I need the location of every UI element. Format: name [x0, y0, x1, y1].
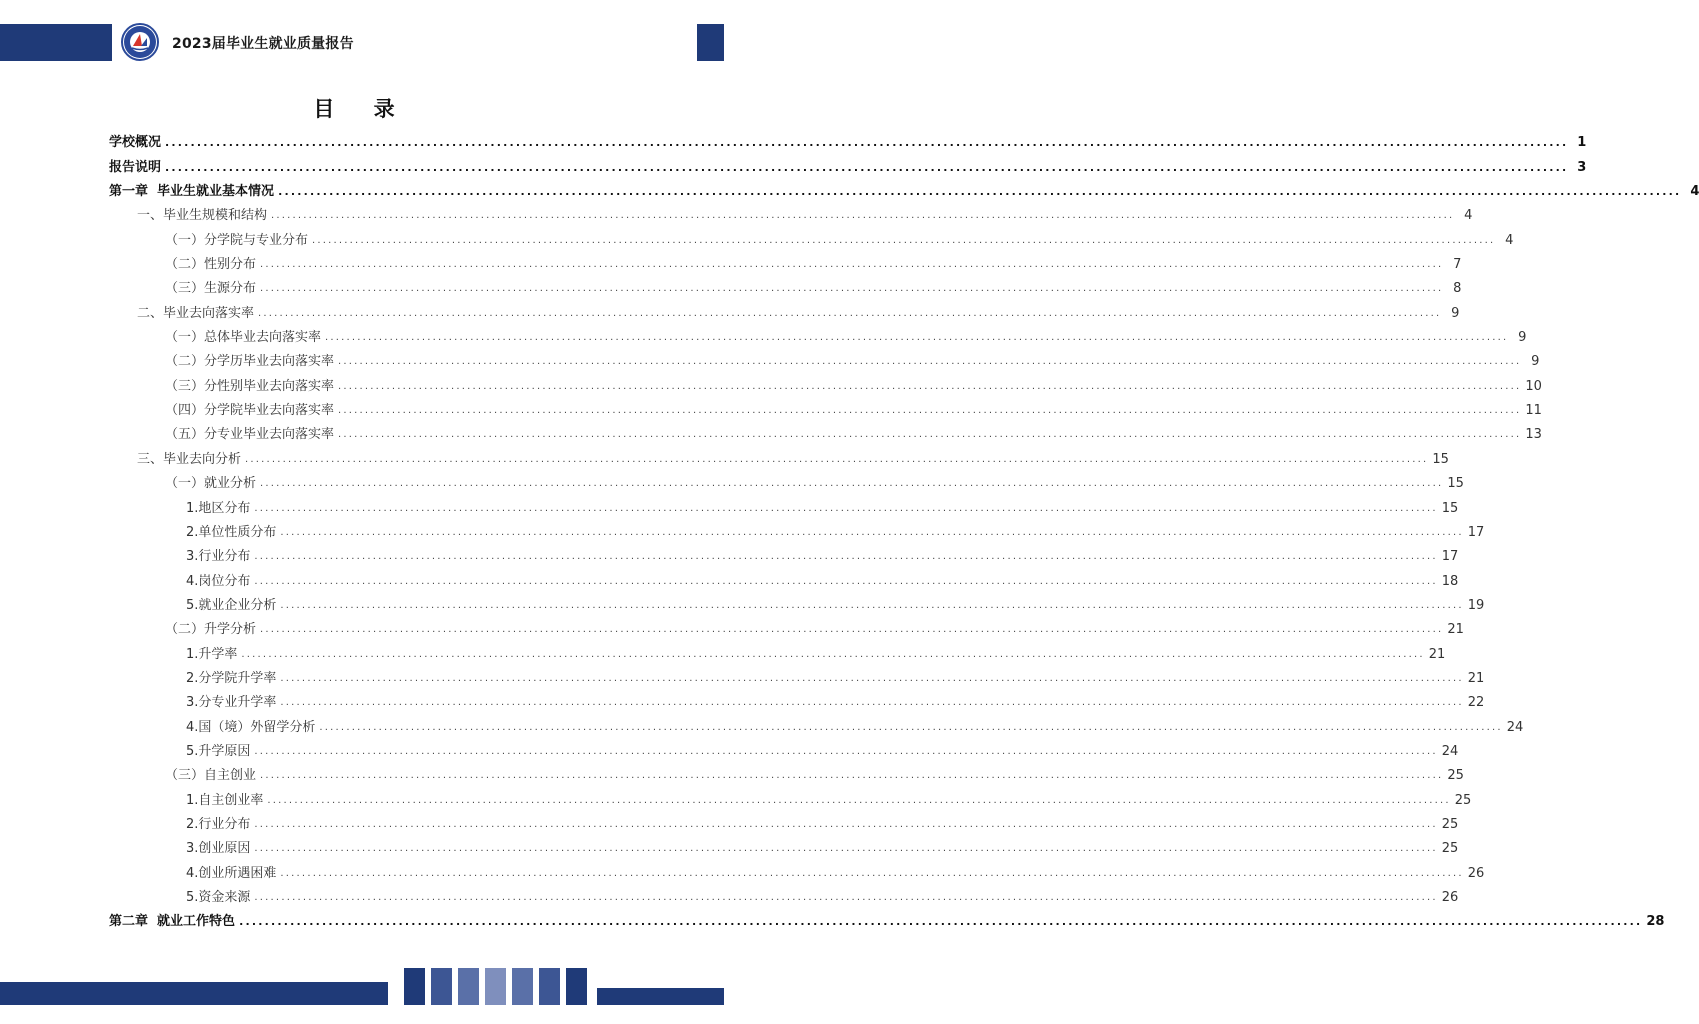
toc-entry-number: 4.	[186, 573, 199, 589]
toc-entry-page: 22	[1467, 695, 1485, 711]
toc-entry-label: 资金来源	[198, 890, 251, 905]
toc-entry-page: 28	[1646, 914, 1665, 930]
toc-leader-dots: ............................................................................................................................................................................................................................	[338, 380, 1522, 392]
toc-leader-dots: ............................................................................................................................................................................................................................	[280, 526, 1464, 538]
footer-block	[566, 968, 587, 1005]
toc-entry-label: 毕业生规模和结构	[163, 208, 268, 224]
toc-entry-label: 行业分布	[198, 816, 251, 832]
toc-entry-page: 15	[1432, 451, 1449, 467]
toc-entry-label: 分学院与专业分布	[204, 232, 309, 248]
toc-entry-number: 1.	[186, 792, 199, 808]
toc-entry-number: 1.	[186, 646, 199, 662]
toc-entry-page: 7	[1453, 257, 1462, 273]
toc-entry-label: 升学分析	[204, 622, 257, 638]
toc-entry-label: 第二章 就业工作特色	[109, 914, 236, 930]
toc-entry-number: 5.	[186, 743, 199, 759]
footer-block	[485, 968, 506, 1005]
toc-entry-number: 3.	[186, 549, 199, 565]
toc-leader-dots: ............................................................................................................................................................................................................................	[254, 745, 1438, 757]
toc-entry-page: 1	[1577, 135, 1587, 151]
toc-leader-dots: ............................................................................................................................................................................................................................	[325, 332, 1509, 344]
toc-entry[interactable]	[109, 322, 1527, 346]
toc-entry-number: 2.	[186, 816, 199, 832]
toc-entry-page: 15	[1447, 476, 1464, 492]
toc-entry-label: 自主创业率	[198, 792, 264, 808]
toc-entry-number: （三）	[165, 768, 205, 784]
toc-entry-label: 地区分布	[198, 500, 251, 516]
toc-entry[interactable]	[109, 760, 1464, 784]
toc-entry[interactable]	[109, 711, 1524, 735]
toc-entry-page: 26	[1441, 890, 1459, 905]
toc-entry-page: 11	[1525, 403, 1542, 419]
toc-entry-label: 分学院毕业去向落实率	[204, 403, 335, 419]
toc-entry-page: 3	[1577, 159, 1587, 175]
toc-entry[interactable]	[109, 297, 1460, 321]
toc-leader-dots: ............................................................................................................................................................................................................................	[245, 453, 1429, 465]
toc-leader-dots: ............................................................................................................................................................................................................................	[165, 160, 1569, 174]
toc-leader-dots: ............................................................................................................................................................................................................................	[319, 721, 1503, 733]
toc-entry-page: 25	[1441, 841, 1459, 857]
toc-entry-label: 报告说明	[109, 159, 162, 175]
toc-entry-page: 13	[1525, 427, 1542, 443]
footer-block	[404, 968, 425, 1005]
toc-entry-page: 25	[1454, 792, 1472, 808]
toc-entry-label: 岗位分布	[198, 573, 251, 589]
toc-entry[interactable]	[109, 370, 1542, 394]
toc-entry-label: 创业所遇困难	[198, 865, 277, 881]
toc-leader-dots: ............................................................................................................................................................................................................................	[267, 794, 1451, 806]
toc-entry[interactable]	[109, 419, 1542, 443]
toc-entry-label: 分学院升学率	[198, 670, 277, 686]
toc-leader-dots: ............................................................................................................................................................................................................................	[260, 478, 1444, 490]
toc-entry-number: 二、	[137, 305, 164, 321]
toc-entry-label: 性别分布	[204, 257, 257, 273]
toc-leader-dots: ............................................................................................................................................................................................................................	[338, 405, 1522, 417]
toc-leader-dots: ............................................................................................................................................................................................................................	[241, 648, 1425, 660]
toc-entry-number: 2.	[186, 524, 199, 540]
toc-entry-number: （五）	[165, 427, 205, 443]
toc-entry[interactable]	[109, 492, 1459, 516]
footer-block	[539, 968, 560, 1005]
toc-leader-dots: ............................................................................................................................................................................................................................	[254, 843, 1438, 855]
toc-entry-label: 毕业去向分析	[163, 451, 242, 467]
toc-entry[interactable]	[109, 176, 1699, 200]
toc-leader-dots: ............................................................................................................................................................................................................................	[271, 210, 1455, 222]
footer-block	[458, 968, 479, 1005]
toc-entry-label: 升学率	[198, 646, 238, 662]
toc-entry-label: 分性别毕业去向落实率	[204, 378, 335, 394]
toc-entry-number: （二）	[165, 257, 205, 273]
toc-entry[interactable]	[109, 906, 1665, 930]
toc-leader-dots: ............................................................................................................................................................................................................................	[260, 283, 1444, 295]
toc-entry[interactable]	[109, 273, 1462, 297]
toc-entry-label: 生源分布	[204, 281, 257, 297]
toc-leader-dots: ............................................................................................................................................................................................................................	[280, 599, 1464, 611]
toc-entry[interactable]	[109, 395, 1542, 419]
toc-entry[interactable]	[109, 249, 1462, 273]
toc-entry-page: 10	[1525, 378, 1542, 394]
header-bar-left	[0, 24, 112, 61]
toc-entry-number: 5.	[186, 890, 199, 905]
toc-entry-label: 就业分析	[204, 476, 257, 492]
toc-entry-page: 25	[1447, 768, 1464, 784]
toc-entry-page: 21	[1467, 670, 1485, 686]
toc-entry-number: 3.	[186, 841, 199, 857]
toc-entry-page: 26	[1467, 865, 1485, 881]
toc-leader-dots: ............................................................................................................................................................................................................................	[338, 429, 1522, 441]
toc-entry[interactable]	[109, 151, 1587, 175]
toc-leader-dots: ............................................................................................................................................................................................................................	[260, 624, 1444, 636]
toc-entry[interactable]	[109, 809, 1459, 833]
toc-entry-page: 4	[1464, 208, 1473, 224]
toc-leader-dots: ............................................................................................................................................................................................................................	[254, 551, 1438, 563]
toc-leader-dots: ............................................................................................................................................................................................................................	[338, 356, 1522, 368]
toc-entry-page: 8	[1453, 281, 1462, 297]
toc-entry-label: 总体毕业去向落实率	[204, 330, 322, 346]
toc-leader-dots: ............................................................................................................................................................................................................................	[254, 502, 1438, 514]
toc-entry-number: 4.	[186, 719, 199, 735]
toc-entry-page: 21	[1428, 646, 1446, 662]
toc-entry-number: （三）	[165, 281, 205, 297]
toc-entry-page: 17	[1467, 524, 1485, 540]
footer-block	[512, 968, 533, 1005]
toc-entry-number: 3.	[186, 695, 199, 711]
toc-leader-dots: ............................................................................................................................................................................................................................	[239, 915, 1643, 929]
table-of-contents	[109, 127, 1699, 930]
toc-entry-label: 分专业毕业去向落实率	[204, 427, 335, 443]
toc-entry-page: 17	[1441, 549, 1459, 565]
toc-leader-dots: ............................................................................................................................................................................................................................	[312, 234, 1496, 246]
toc-entry-label: 行业分布	[198, 549, 251, 565]
toc-leader-dots: ............................................................................................................................................................................................................................	[254, 892, 1438, 903]
toc-leader-dots: ............................................................................................................................................................................................................................	[258, 307, 1442, 319]
toc-entry[interactable]	[109, 590, 1485, 614]
toc-entry-label: 分学历毕业去向落实率	[204, 354, 335, 370]
toc-entry-number: （二）	[165, 354, 205, 370]
toc-leader-dots: ............................................................................................................................................................................................................................	[278, 185, 1682, 199]
toc-entry-page: 9	[1531, 354, 1540, 370]
toc-entry[interactable]	[109, 833, 1459, 857]
toc-leader-dots: ............................................................................................................................................................................................................................	[260, 770, 1444, 782]
toc-entry[interactable]	[109, 614, 1464, 638]
university-seal-icon	[121, 23, 159, 61]
toc-entry-label: 分专业升学率	[198, 695, 277, 711]
toc-entry-number: （二）	[165, 622, 205, 638]
footer-bar-left	[0, 982, 388, 1005]
toc-entry-number: 2.	[186, 670, 199, 686]
toc-entry-label: 第一章 毕业生就业基本情况	[109, 184, 275, 200]
footer-bar-right	[597, 988, 724, 1005]
toc-entry-page: 24	[1506, 719, 1524, 735]
toc-entry[interactable]	[109, 443, 1449, 467]
toc-leader-dots: ............................................................................................................................................................................................................................	[280, 867, 1464, 879]
toc-entry-number: 三、	[137, 451, 164, 467]
toc-entry[interactable]	[109, 127, 1587, 151]
toc-leader-dots: ............................................................................................................................................................................................................................	[260, 259, 1444, 271]
toc-leader-dots: ............................................................................................................................................................................................................................	[254, 575, 1438, 587]
toc-entry-label: 自主创业	[204, 768, 257, 784]
toc-entry-page: 19	[1467, 597, 1485, 613]
toc-entry[interactable]	[109, 687, 1485, 711]
toc-entry[interactable]	[109, 857, 1485, 881]
footer-blocks	[404, 968, 587, 1005]
toc-entry-label: 就业企业分析	[198, 597, 277, 613]
toc-entry-page: 21	[1447, 622, 1464, 638]
toc-leader-dots: ............................................................................................................................................................................................................................	[254, 818, 1438, 830]
report-title: 2023届毕业生就业质量报告	[172, 36, 354, 52]
toc-entry[interactable]	[109, 663, 1485, 687]
toc-entry-number: （三）	[165, 378, 205, 394]
toc-entry-page: 25	[1441, 816, 1459, 832]
toc-entry-number: （一）	[165, 232, 205, 248]
toc-entry-label: 单位性质分布	[198, 524, 277, 540]
toc-entry[interactable]	[109, 224, 1514, 248]
toc-entry[interactable]	[109, 784, 1472, 808]
toc-title: 目 录	[313, 97, 411, 121]
toc-entry[interactable]	[109, 736, 1459, 760]
toc-entry-label: 学校概况	[109, 135, 162, 151]
footer-block	[431, 968, 452, 1005]
header-bar-right	[697, 24, 724, 61]
toc-entry-page: 15	[1441, 500, 1459, 516]
toc-entry-number: 1.	[186, 500, 199, 516]
toc-entry-label: 升学原因	[198, 743, 251, 759]
toc-entry-number: （一）	[165, 476, 205, 492]
toc-entry[interactable]	[109, 346, 1540, 370]
toc-entry-page: 4	[1690, 184, 1699, 200]
toc-entry-page: 18	[1441, 573, 1459, 589]
toc-entry-number: 5.	[186, 597, 199, 613]
toc-entry[interactable]	[109, 638, 1446, 662]
toc-entry-page: 24	[1441, 743, 1459, 759]
toc-entry[interactable]	[109, 541, 1459, 565]
toc-entry-number: 一、	[137, 208, 164, 224]
toc-entry[interactable]	[109, 468, 1464, 492]
toc-entry[interactable]	[109, 565, 1459, 589]
toc-entry-number: （一）	[165, 330, 205, 346]
toc-entry[interactable]	[109, 200, 1473, 224]
toc-entry-page: 4	[1505, 232, 1514, 248]
toc-leader-dots: ............................................................................................................................................................................................................................	[165, 136, 1569, 150]
toc-entry[interactable]	[109, 882, 1459, 906]
toc-entry-page: 9	[1518, 330, 1527, 346]
toc-entry-page: 9	[1451, 305, 1460, 321]
toc-leader-dots: ............................................................................................................................................................................................................................	[280, 672, 1464, 684]
toc-entry[interactable]	[109, 517, 1485, 541]
toc-leader-dots: ............................................................................................................................................................................................................................	[280, 697, 1464, 709]
toc-entry-label: 毕业去向落实率	[163, 305, 255, 321]
toc-entry-number: （四）	[165, 403, 205, 419]
toc-entry-label: 国（境）外留学分析	[198, 719, 316, 735]
toc-entry-label: 创业原因	[198, 841, 251, 857]
toc-entry-number: 4.	[186, 865, 199, 881]
